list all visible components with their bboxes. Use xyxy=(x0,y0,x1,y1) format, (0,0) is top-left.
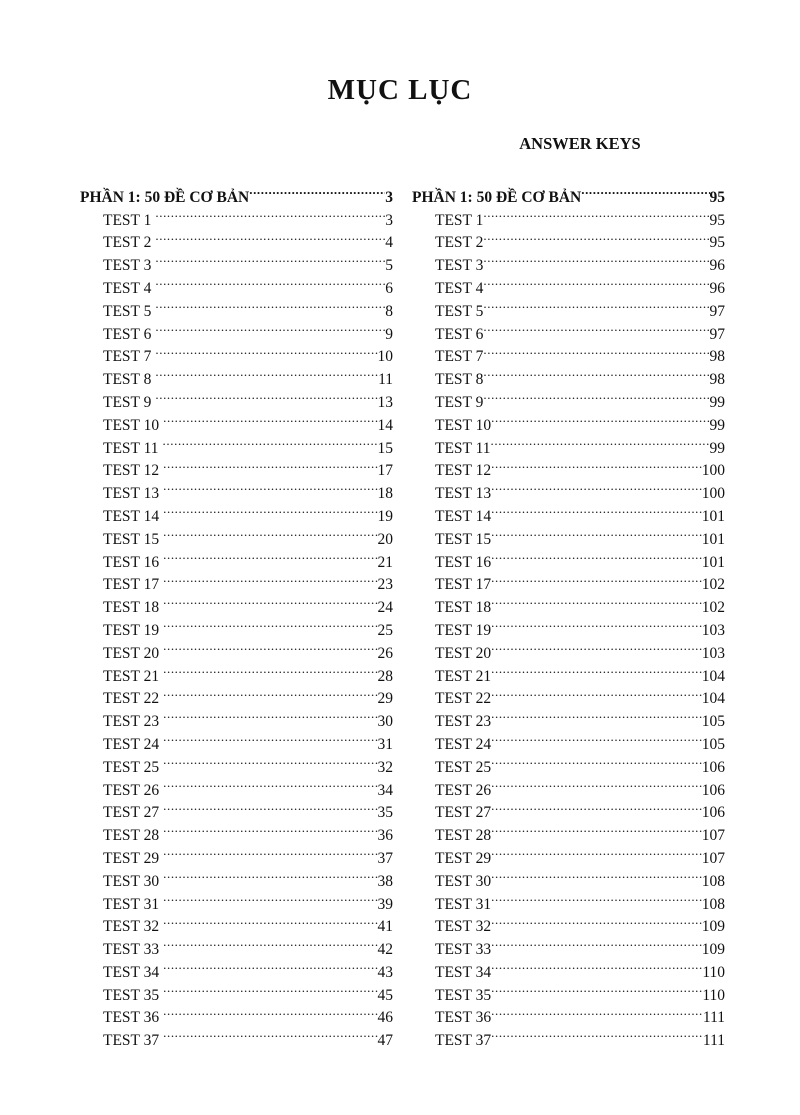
toc-entry-label: TEST 25 xyxy=(103,758,160,776)
toc-entry-page: 47 xyxy=(377,1032,393,1050)
toc-entry-page: 6 xyxy=(385,279,393,297)
toc-entry-label: TEST 18 xyxy=(435,599,492,617)
dot-leader xyxy=(491,544,702,567)
dot-leader xyxy=(491,726,702,749)
dot-leader xyxy=(483,384,709,407)
dot-leader xyxy=(155,361,378,384)
toc-entry-page: 111 xyxy=(702,1032,725,1050)
dot-leader xyxy=(155,202,385,225)
toc-entry-page: 14 xyxy=(377,416,393,434)
toc-section-label: PHẦN 1: 50 ĐỀ CƠ BẢN xyxy=(80,188,250,206)
dot-leader xyxy=(581,179,709,202)
toc-entry-label: TEST 31 xyxy=(103,895,160,913)
toc-entry-page: 103 xyxy=(701,644,725,662)
toc-entry-page: 96 xyxy=(709,257,725,275)
dot-leader xyxy=(483,293,709,316)
toc-entry-page: 95 xyxy=(709,211,725,229)
toc-entry-label: TEST 29 xyxy=(435,849,492,867)
toc-entry-page: 11 xyxy=(378,371,393,389)
toc-entry-page: 107 xyxy=(701,849,725,867)
dot-leader xyxy=(483,247,709,270)
dot-leader xyxy=(163,475,377,498)
toc-entry-page: 107 xyxy=(701,827,725,845)
dot-leader xyxy=(163,931,377,954)
toc-entry-page: 102 xyxy=(701,599,725,617)
dot-leader xyxy=(491,931,702,954)
toc-entry-label: TEST 13 xyxy=(435,485,492,503)
toc-entry-label: TEST 28 xyxy=(103,827,160,845)
toc-entry-page: 101 xyxy=(701,553,725,571)
toc-entry-page: 106 xyxy=(701,804,725,822)
dot-leader xyxy=(491,589,702,612)
toc-entry-page: 98 xyxy=(709,348,725,366)
toc-entry-page: 104 xyxy=(701,667,725,685)
dot-leader xyxy=(491,1000,703,1023)
toc-entry-label: TEST 13 xyxy=(103,485,160,503)
toc-entry-label: TEST 15 xyxy=(435,530,492,548)
dot-leader xyxy=(155,247,385,270)
dot-leader xyxy=(491,909,702,932)
toc-entry-page: 31 xyxy=(377,735,393,753)
toc-entry-page: 111 xyxy=(702,1009,725,1027)
dot-leader xyxy=(163,612,377,635)
toc-entry-label: TEST 30 xyxy=(103,872,160,890)
dot-leader xyxy=(491,475,702,498)
toc-entry-page: 34 xyxy=(377,781,393,799)
dot-leader xyxy=(155,225,385,248)
toc-entry-page: 43 xyxy=(377,963,393,981)
toc-entry-page: 23 xyxy=(377,576,393,594)
toc-entry-page: 35 xyxy=(377,804,393,822)
toc-entry-label: TEST 10 xyxy=(103,416,160,434)
dot-leader xyxy=(163,544,377,567)
toc-entry-label: TEST 26 xyxy=(435,781,492,799)
dot-leader xyxy=(163,795,377,818)
dot-leader xyxy=(491,430,710,453)
toc-entry-page: 96 xyxy=(709,279,725,297)
dot-leader xyxy=(491,453,702,476)
toc-entry-label: TEST 17 xyxy=(103,576,160,594)
toc-entry-label: TEST 36 xyxy=(435,1009,492,1027)
toc-entry-page: 101 xyxy=(701,530,725,548)
toc-entry-label: TEST 21 xyxy=(103,667,160,685)
dot-leader xyxy=(249,179,385,202)
toc-entry-label: TEST 6 xyxy=(103,325,152,343)
toc-section-row[interactable] xyxy=(412,179,725,206)
dot-leader xyxy=(163,772,377,795)
dot-leader xyxy=(163,909,377,932)
toc-entry-label: TEST 14 xyxy=(435,507,492,525)
dot-leader xyxy=(163,498,377,521)
toc-entry-label: TEST 15 xyxy=(103,530,160,548)
toc-entry-page: 99 xyxy=(709,416,725,434)
dot-leader xyxy=(483,270,709,293)
answer-keys-heading: ANSWER KEYS xyxy=(519,134,641,153)
dot-leader xyxy=(491,567,702,590)
toc-entry-page: 108 xyxy=(701,895,725,913)
toc-entry-page: 104 xyxy=(701,690,725,708)
toc-entry-label: TEST 32 xyxy=(435,918,492,936)
toc-entry-label: TEST 1 xyxy=(103,211,152,229)
dot-leader xyxy=(491,1022,703,1045)
toc-entry-page: 100 xyxy=(701,485,725,503)
toc-entry-page: 101 xyxy=(701,507,725,525)
dot-leader xyxy=(491,407,709,430)
toc-entry-label: TEST 35 xyxy=(435,986,492,1004)
toc-entry-label: TEST 16 xyxy=(435,553,492,571)
dot-leader xyxy=(163,567,377,590)
dot-leader xyxy=(483,225,709,248)
toc-entry-label: TEST 6 xyxy=(435,325,484,343)
dot-leader xyxy=(163,886,377,909)
toc-entry-label: TEST 4 xyxy=(435,279,484,297)
toc-entry-label: TEST 23 xyxy=(103,713,160,731)
toc-entry-page: 102 xyxy=(701,576,725,594)
toc-entry-page: 30 xyxy=(377,713,393,731)
toc-entry-page: 110 xyxy=(702,986,725,1004)
toc-entry-label: TEST 27 xyxy=(435,804,492,822)
toc-entry-page: 105 xyxy=(701,713,725,731)
dot-leader xyxy=(163,1000,377,1023)
toc-entry-label: TEST 28 xyxy=(435,827,492,845)
toc-entry-page: 19 xyxy=(377,507,393,525)
toc-entry-page: 39 xyxy=(377,895,393,913)
toc-entry-page: 41 xyxy=(377,918,393,936)
toc-entry-label: TEST 25 xyxy=(435,758,492,776)
toc-section-page: 95 xyxy=(709,188,725,206)
toc-entry-label: TEST 24 xyxy=(103,735,160,753)
toc-entry-label: TEST 8 xyxy=(435,371,484,389)
toc-entry-label: TEST 36 xyxy=(103,1009,160,1027)
dot-leader xyxy=(155,270,385,293)
toc-entry-label: TEST 31 xyxy=(435,895,492,913)
toc-entry-page: 5 xyxy=(385,257,393,275)
toc-entry-label: TEST 5 xyxy=(435,302,484,320)
dot-leader xyxy=(491,817,702,840)
toc-entry-label: TEST 8 xyxy=(103,371,152,389)
toc-entry-page: 100 xyxy=(701,462,725,480)
toc-entry-label: TEST 27 xyxy=(103,804,160,822)
toc-entry-page: 99 xyxy=(709,439,725,457)
dot-leader xyxy=(163,1022,377,1045)
dot-leader xyxy=(155,339,377,362)
toc-entry-label: TEST 26 xyxy=(103,781,160,799)
toc-entry-label: TEST 37 xyxy=(435,1032,492,1050)
dot-leader xyxy=(163,726,377,749)
toc-entry-label: TEST 12 xyxy=(103,462,160,480)
dot-leader xyxy=(491,681,702,704)
dot-leader xyxy=(483,339,709,362)
toc-entry-page: 38 xyxy=(377,872,393,890)
toc-entry-label: TEST 16 xyxy=(103,553,160,571)
toc-entry-page: 18 xyxy=(377,485,393,503)
toc-entry-page: 109 xyxy=(701,918,725,936)
toc-entry-label: TEST 30 xyxy=(435,872,492,890)
toc-entries xyxy=(412,202,725,1050)
dot-leader xyxy=(491,521,702,544)
toc-entry-label: TEST 33 xyxy=(103,941,160,959)
dot-leader xyxy=(163,954,377,977)
toc-entry-label: TEST 11 xyxy=(103,439,159,457)
dot-leader xyxy=(155,384,377,407)
toc-entry-page: 17 xyxy=(377,462,393,480)
dot-leader xyxy=(163,817,377,840)
dot-leader xyxy=(163,681,377,704)
toc-entry-page: 97 xyxy=(709,302,725,320)
toc-entry-page: 37 xyxy=(377,849,393,867)
toc-entries xyxy=(80,202,393,1050)
toc-entry-label: TEST 14 xyxy=(103,507,160,525)
toc-entry-page: 99 xyxy=(709,393,725,411)
toc-entry-page: 29 xyxy=(377,690,393,708)
toc-entry-page: 8 xyxy=(385,302,393,320)
dot-leader xyxy=(163,840,377,863)
toc-entry-page: 24 xyxy=(377,599,393,617)
toc-entry-label: TEST 11 xyxy=(435,439,491,457)
dot-leader xyxy=(491,749,702,772)
toc-entry-label: TEST 37 xyxy=(103,1032,160,1050)
dot-leader xyxy=(491,977,702,1000)
dot-leader xyxy=(491,703,702,726)
toc-entry-label: TEST 10 xyxy=(435,416,492,434)
toc-entry-label: TEST 35 xyxy=(103,986,160,1004)
toc-entry-page: 9 xyxy=(385,325,393,343)
toc-entry-page: 36 xyxy=(377,827,393,845)
toc-entry-label: TEST 34 xyxy=(103,963,160,981)
toc-entry-label: TEST 29 xyxy=(103,849,160,867)
toc-entry-label: TEST 2 xyxy=(435,234,484,252)
toc-entry-label: TEST 9 xyxy=(103,393,152,411)
dot-leader xyxy=(491,658,702,681)
dot-leader xyxy=(163,521,377,544)
toc-entry-label: TEST 7 xyxy=(103,348,152,366)
dot-leader xyxy=(491,863,702,886)
toc-entry-label: TEST 1 xyxy=(435,211,484,229)
toc-entry-label: TEST 32 xyxy=(103,918,160,936)
toc-entry-page: 45 xyxy=(377,986,393,1004)
toc-entry-label: TEST 9 xyxy=(435,393,484,411)
page-title: MỤC LỤC xyxy=(327,74,473,106)
toc-entry-label: TEST 2 xyxy=(103,234,152,252)
toc-entry-label: TEST 34 xyxy=(435,963,492,981)
dot-leader xyxy=(483,316,709,339)
dot-leader xyxy=(163,589,377,612)
toc-left-column xyxy=(80,179,393,1050)
toc-entry-page: 15 xyxy=(377,439,393,457)
toc-entry-page: 26 xyxy=(377,644,393,662)
toc-entry-label: TEST 18 xyxy=(103,599,160,617)
toc-entry-label: TEST 17 xyxy=(435,576,492,594)
toc-entry-label: TEST 12 xyxy=(435,462,492,480)
toc-entry-label: TEST 21 xyxy=(435,667,492,685)
dot-leader xyxy=(163,635,377,658)
toc-entry-label: TEST 19 xyxy=(435,621,492,639)
toc-entry-page: 109 xyxy=(701,941,725,959)
toc-entry-label: TEST 7 xyxy=(435,348,484,366)
toc-entry-page: 97 xyxy=(709,325,725,343)
toc-entry-label: TEST 22 xyxy=(103,690,160,708)
toc-entry-label: TEST 33 xyxy=(435,941,492,959)
dot-leader xyxy=(491,840,702,863)
toc-section-page: 3 xyxy=(385,188,393,206)
toc-entry-page: 95 xyxy=(709,234,725,252)
dot-leader xyxy=(163,703,377,726)
toc-entry-page: 105 xyxy=(701,735,725,753)
toc-entry-label: TEST 3 xyxy=(435,257,484,275)
toc-entry-page: 13 xyxy=(377,393,393,411)
toc-entry-page: 21 xyxy=(377,553,393,571)
dot-leader xyxy=(163,453,377,476)
dot-leader xyxy=(163,863,377,886)
toc-entry-page: 106 xyxy=(701,758,725,776)
toc-section-label: PHẦN 1: 50 ĐỀ CƠ BẢN xyxy=(412,188,582,206)
dot-leader xyxy=(491,498,702,521)
dot-leader xyxy=(163,749,377,772)
toc-entry-label: TEST 22 xyxy=(435,690,492,708)
toc-entry-page: 108 xyxy=(701,872,725,890)
toc-entry-page: 110 xyxy=(702,963,725,981)
toc-entry-page: 3 xyxy=(385,211,393,229)
toc-entry-label: TEST 20 xyxy=(435,644,492,662)
toc-entry-page: 106 xyxy=(701,781,725,799)
dot-leader xyxy=(163,658,377,681)
toc-right-column xyxy=(412,179,725,1050)
dot-leader xyxy=(491,954,702,977)
toc-entry-page: 32 xyxy=(377,758,393,776)
dot-leader xyxy=(491,795,702,818)
dot-leader xyxy=(163,977,377,1000)
toc-entry-page: 20 xyxy=(377,530,393,548)
dot-leader xyxy=(163,407,377,430)
toc-entry-label: TEST 20 xyxy=(103,644,160,662)
toc-entry-page: 28 xyxy=(377,667,393,685)
dot-leader xyxy=(491,635,702,658)
toc-entry-label: TEST 23 xyxy=(435,713,492,731)
toc-entry-page: 4 xyxy=(385,234,393,252)
toc-entry-page: 25 xyxy=(377,621,393,639)
toc-entry-label: TEST 3 xyxy=(103,257,152,275)
dot-leader xyxy=(491,772,702,795)
dot-leader xyxy=(483,361,709,384)
toc-entry-label: TEST 24 xyxy=(435,735,492,753)
dot-leader xyxy=(491,612,702,635)
dot-leader xyxy=(491,886,702,909)
toc-entry-label: TEST 19 xyxy=(103,621,160,639)
toc-entry-page: 42 xyxy=(377,941,393,959)
toc-entry-page: 103 xyxy=(701,621,725,639)
toc-entry-label: TEST 5 xyxy=(103,302,152,320)
dot-leader xyxy=(155,293,385,316)
toc-entry-page: 46 xyxy=(377,1009,393,1027)
dot-leader xyxy=(163,430,378,453)
toc-section-row[interactable] xyxy=(80,179,393,206)
dot-leader xyxy=(155,316,385,339)
toc-entry-page: 10 xyxy=(377,348,393,366)
toc-entry-label: TEST 4 xyxy=(103,279,152,297)
dot-leader xyxy=(483,202,709,225)
toc-entry-page: 98 xyxy=(709,371,725,389)
